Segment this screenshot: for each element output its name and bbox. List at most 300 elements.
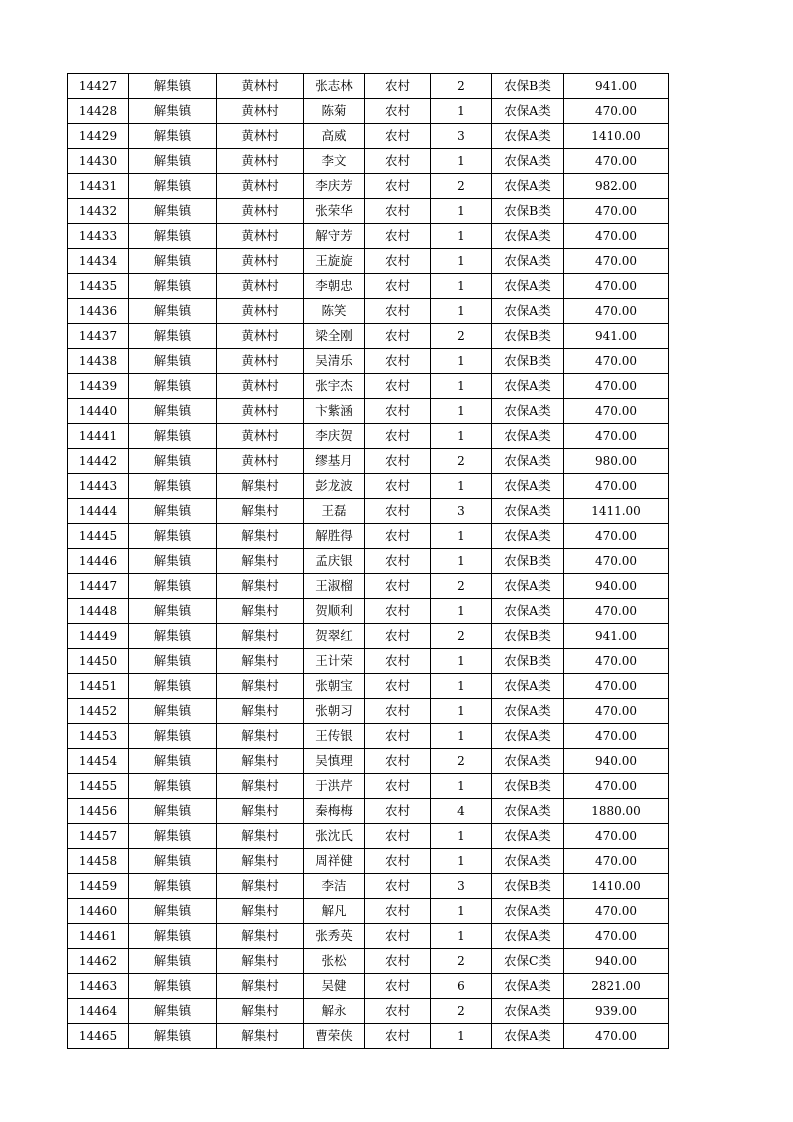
town-cell: 解集镇 [129,374,217,399]
table-row [68,699,669,724]
amount-cell: 470.00 [564,474,669,499]
people-count-cell: 1 [431,549,492,574]
town-cell: 解集镇 [129,74,217,99]
insurance-category-cell: 农保A类 [492,499,564,524]
name-cell: 解永 [304,999,365,1024]
amount-cell: 940.00 [564,749,669,774]
record-id-cell: 14463 [68,974,129,999]
household-type-cell: 农村 [365,624,431,649]
household-type-cell: 农村 [365,199,431,224]
name-cell: 张志林 [304,74,365,99]
village-cell: 黄林村 [217,124,304,149]
amount-cell: 470.00 [564,199,669,224]
name-cell: 卞紫涵 [304,399,365,424]
town-cell: 解集镇 [129,749,217,774]
insurance-category-cell: 农保A类 [492,449,564,474]
amount-cell: 941.00 [564,624,669,649]
town-cell: 解集镇 [129,1024,217,1049]
insurance-category-cell: 农保A类 [492,824,564,849]
record-id-cell: 14454 [68,749,129,774]
insurance-category-cell: 农保B类 [492,74,564,99]
household-type-cell: 农村 [365,99,431,124]
people-count-cell: 1 [431,199,492,224]
amount-cell: 470.00 [564,224,669,249]
insurance-category-cell: 农保A类 [492,924,564,949]
insurance-category-cell: 农保C类 [492,949,564,974]
record-id-cell: 14434 [68,249,129,274]
amount-cell: 470.00 [564,824,669,849]
insurance-category-cell: 农保A类 [492,149,564,174]
insurance-category-cell: 农保A类 [492,474,564,499]
village-cell: 解集村 [217,674,304,699]
name-cell: 李洁 [304,874,365,899]
name-cell: 王计荣 [304,649,365,674]
table-row [68,74,669,99]
amount-cell: 470.00 [564,274,669,299]
village-cell: 解集村 [217,799,304,824]
household-type-cell: 农村 [365,74,431,99]
record-id-cell: 14445 [68,524,129,549]
amount-cell: 470.00 [564,424,669,449]
amount-cell: 982.00 [564,174,669,199]
town-cell: 解集镇 [129,899,217,924]
people-count-cell: 1 [431,299,492,324]
town-cell: 解集镇 [129,399,217,424]
record-id-cell: 14439 [68,374,129,399]
people-count-cell: 6 [431,974,492,999]
people-count-cell: 2 [431,999,492,1024]
town-cell: 解集镇 [129,874,217,899]
town-cell: 解集镇 [129,149,217,174]
people-count-cell: 3 [431,124,492,149]
town-cell: 解集镇 [129,649,217,674]
household-type-cell: 农村 [365,899,431,924]
town-cell: 解集镇 [129,799,217,824]
insurance-category-cell: 农保A类 [492,974,564,999]
village-cell: 黄林村 [217,274,304,299]
village-cell: 黄林村 [217,149,304,174]
name-cell: 缪基月 [304,449,365,474]
town-cell: 解集镇 [129,99,217,124]
village-cell: 解集村 [217,1024,304,1049]
amount-cell: 980.00 [564,449,669,474]
household-type-cell: 农村 [365,449,431,474]
town-cell: 解集镇 [129,824,217,849]
table-body [68,74,669,1049]
village-cell: 解集村 [217,699,304,724]
record-id-cell: 14448 [68,599,129,624]
table-row [68,449,669,474]
amount-cell: 2821.00 [564,974,669,999]
household-type-cell: 农村 [365,1024,431,1049]
insurance-category-cell: 农保A类 [492,699,564,724]
amount-cell: 470.00 [564,924,669,949]
name-cell: 王磊 [304,499,365,524]
people-count-cell: 1 [431,649,492,674]
insurance-category-cell: 农保A类 [492,599,564,624]
insurance-category-cell: 农保A类 [492,849,564,874]
amount-cell: 470.00 [564,374,669,399]
amount-cell: 470.00 [564,99,669,124]
amount-cell: 470.00 [564,549,669,574]
record-id-cell: 14442 [68,449,129,474]
table-row [68,499,669,524]
insurance-category-cell: 农保B类 [492,549,564,574]
amount-cell: 470.00 [564,249,669,274]
town-cell: 解集镇 [129,924,217,949]
record-id-cell: 14457 [68,824,129,849]
table-row [68,249,669,274]
name-cell: 王淑榴 [304,574,365,599]
people-count-cell: 1 [431,399,492,424]
village-cell: 黄林村 [217,349,304,374]
town-cell: 解集镇 [129,474,217,499]
record-id-cell: 14427 [68,74,129,99]
record-id-cell: 14465 [68,1024,129,1049]
village-cell: 黄林村 [217,324,304,349]
record-id-cell: 14433 [68,224,129,249]
record-id-cell: 14459 [68,874,129,899]
town-cell: 解集镇 [129,674,217,699]
table-row [68,124,669,149]
amount-cell: 470.00 [564,349,669,374]
people-count-cell: 2 [431,324,492,349]
table-row [68,674,669,699]
amount-cell: 470.00 [564,774,669,799]
people-count-cell: 1 [431,599,492,624]
amount-cell: 941.00 [564,74,669,99]
people-count-cell: 1 [431,474,492,499]
record-id-cell: 14428 [68,99,129,124]
village-cell: 黄林村 [217,424,304,449]
name-cell: 秦梅梅 [304,799,365,824]
town-cell: 解集镇 [129,724,217,749]
people-count-cell: 1 [431,224,492,249]
amount-cell: 470.00 [564,649,669,674]
people-count-cell: 1 [431,99,492,124]
household-type-cell: 农村 [365,649,431,674]
table-row [68,849,669,874]
people-count-cell: 2 [431,749,492,774]
household-type-cell: 农村 [365,949,431,974]
insurance-category-cell: 农保A类 [492,674,564,699]
people-count-cell: 1 [431,724,492,749]
town-cell: 解集镇 [129,349,217,374]
table-row [68,774,669,799]
town-cell: 解集镇 [129,499,217,524]
record-id-cell: 14456 [68,799,129,824]
name-cell: 张松 [304,949,365,974]
household-type-cell: 农村 [365,974,431,999]
table-row [68,349,669,374]
record-id-cell: 14435 [68,274,129,299]
record-id-cell: 14440 [68,399,129,424]
table-row [68,724,669,749]
table-row [68,174,669,199]
record-id-cell: 14441 [68,424,129,449]
household-type-cell: 农村 [365,149,431,174]
household-type-cell: 农村 [365,874,431,899]
record-id-cell: 14429 [68,124,129,149]
table-row [68,924,669,949]
village-cell: 解集村 [217,724,304,749]
town-cell: 解集镇 [129,199,217,224]
household-type-cell: 农村 [365,574,431,599]
insurance-category-cell: 农保A类 [492,524,564,549]
insurance-category-cell: 农保A类 [492,999,564,1024]
record-id-cell: 14455 [68,774,129,799]
table-row [68,649,669,674]
people-count-cell: 1 [431,349,492,374]
name-cell: 彭龙波 [304,474,365,499]
village-cell: 解集村 [217,599,304,624]
household-type-cell: 农村 [365,349,431,374]
table-row [68,974,669,999]
record-id-cell: 14437 [68,324,129,349]
name-cell: 贺顺利 [304,599,365,624]
insurance-category-cell: 农保A类 [492,424,564,449]
amount-cell: 470.00 [564,599,669,624]
people-count-cell: 2 [431,174,492,199]
town-cell: 解集镇 [129,849,217,874]
table-row [68,199,669,224]
amount-cell: 470.00 [564,899,669,924]
table-row [68,299,669,324]
table-row [68,1024,669,1049]
town-cell: 解集镇 [129,974,217,999]
record-id-cell: 14446 [68,549,129,574]
record-id-cell: 14462 [68,949,129,974]
record-id-cell: 14451 [68,674,129,699]
people-count-cell: 1 [431,149,492,174]
people-count-cell: 1 [431,374,492,399]
village-cell: 解集村 [217,549,304,574]
town-cell: 解集镇 [129,124,217,149]
insurance-category-cell: 农保B类 [492,199,564,224]
village-cell: 解集村 [217,774,304,799]
village-cell: 解集村 [217,874,304,899]
town-cell: 解集镇 [129,299,217,324]
people-count-cell: 1 [431,824,492,849]
household-type-cell: 农村 [365,299,431,324]
household-type-cell: 农村 [365,424,431,449]
record-id-cell: 14461 [68,924,129,949]
village-cell: 解集村 [217,999,304,1024]
town-cell: 解集镇 [129,999,217,1024]
record-id-cell: 14431 [68,174,129,199]
name-cell: 解胜得 [304,524,365,549]
table-row [68,424,669,449]
household-type-cell: 农村 [365,499,431,524]
household-type-cell: 农村 [365,524,431,549]
name-cell: 周祥健 [304,849,365,874]
people-count-cell: 3 [431,874,492,899]
village-cell: 解集村 [217,899,304,924]
household-type-cell: 农村 [365,124,431,149]
name-cell: 陈笑 [304,299,365,324]
household-type-cell: 农村 [365,674,431,699]
record-id-cell: 14444 [68,499,129,524]
table-row [68,99,669,124]
name-cell: 解凡 [304,899,365,924]
village-cell: 黄林村 [217,74,304,99]
table-row [68,999,669,1024]
amount-cell: 470.00 [564,399,669,424]
household-type-cell: 农村 [365,474,431,499]
table-row [68,549,669,574]
record-id-cell: 14458 [68,849,129,874]
insurance-category-cell: 农保B类 [492,349,564,374]
name-cell: 曹荣侠 [304,1024,365,1049]
amount-cell: 470.00 [564,1024,669,1049]
name-cell: 李庆芳 [304,174,365,199]
insurance-category-cell: 农保B类 [492,649,564,674]
table-row [68,599,669,624]
name-cell: 王传银 [304,724,365,749]
table-row [68,749,669,774]
people-count-cell: 4 [431,799,492,824]
people-count-cell: 2 [431,624,492,649]
table-row [68,399,669,424]
village-cell: 解集村 [217,574,304,599]
name-cell: 吴健 [304,974,365,999]
town-cell: 解集镇 [129,774,217,799]
village-cell: 解集村 [217,749,304,774]
people-count-cell: 1 [431,274,492,299]
household-type-cell: 农村 [365,599,431,624]
town-cell: 解集镇 [129,424,217,449]
people-count-cell: 3 [431,499,492,524]
table-row [68,874,669,899]
household-type-cell: 农村 [365,849,431,874]
insurance-category-cell: 农保B类 [492,874,564,899]
amount-cell: 1411.00 [564,499,669,524]
people-count-cell: 1 [431,1024,492,1049]
household-type-cell: 农村 [365,924,431,949]
people-count-cell: 2 [431,449,492,474]
table-row [68,474,669,499]
household-type-cell: 农村 [365,224,431,249]
name-cell: 高威 [304,124,365,149]
name-cell: 李庆贺 [304,424,365,449]
village-cell: 黄林村 [217,399,304,424]
town-cell: 解集镇 [129,949,217,974]
village-cell: 黄林村 [217,224,304,249]
table-row [68,374,669,399]
town-cell: 解集镇 [129,574,217,599]
insurance-category-cell: 农保A类 [492,724,564,749]
table-row [68,799,669,824]
town-cell: 解集镇 [129,524,217,549]
record-id-cell: 14464 [68,999,129,1024]
insurance-category-cell: 农保B类 [492,774,564,799]
household-type-cell: 农村 [365,824,431,849]
name-cell: 孟庆银 [304,549,365,574]
amount-cell: 940.00 [564,949,669,974]
record-id-cell: 14449 [68,624,129,649]
insurance-category-cell: 农保B类 [492,624,564,649]
household-type-cell: 农村 [365,174,431,199]
people-count-cell: 1 [431,849,492,874]
name-cell: 张朝宝 [304,674,365,699]
village-cell: 解集村 [217,849,304,874]
village-cell: 黄林村 [217,199,304,224]
household-type-cell: 农村 [365,249,431,274]
amount-cell: 470.00 [564,149,669,174]
town-cell: 解集镇 [129,599,217,624]
insurance-category-cell: 农保A类 [492,249,564,274]
insurance-category-cell: 农保A类 [492,574,564,599]
amount-cell: 1410.00 [564,874,669,899]
record-id-cell: 14432 [68,199,129,224]
table-row [68,324,669,349]
amount-cell: 939.00 [564,999,669,1024]
village-cell: 解集村 [217,949,304,974]
household-type-cell: 农村 [365,699,431,724]
name-cell: 贺翠红 [304,624,365,649]
table-row [68,824,669,849]
name-cell: 张沈氏 [304,824,365,849]
household-type-cell: 农村 [365,549,431,574]
table-row [68,524,669,549]
people-count-cell: 1 [431,699,492,724]
household-type-cell: 农村 [365,724,431,749]
record-id-cell: 14453 [68,724,129,749]
village-cell: 黄林村 [217,174,304,199]
town-cell: 解集镇 [129,549,217,574]
people-count-cell: 1 [431,249,492,274]
table-row [68,574,669,599]
insurance-category-cell: 农保A类 [492,799,564,824]
record-id-cell: 14460 [68,899,129,924]
name-cell: 张秀英 [304,924,365,949]
name-cell: 张朝习 [304,699,365,724]
village-cell: 黄林村 [217,249,304,274]
insurance-category-cell: 农保B类 [492,324,564,349]
amount-cell: 470.00 [564,699,669,724]
people-count-cell: 1 [431,424,492,449]
town-cell: 解集镇 [129,274,217,299]
household-type-cell: 农村 [365,274,431,299]
table-row [68,899,669,924]
name-cell: 梁全刚 [304,324,365,349]
record-id-cell: 14436 [68,299,129,324]
people-count-cell: 1 [431,674,492,699]
record-id-cell: 14447 [68,574,129,599]
people-count-cell: 1 [431,924,492,949]
people-count-cell: 1 [431,774,492,799]
name-cell: 于洪芹 [304,774,365,799]
town-cell: 解集镇 [129,224,217,249]
village-cell: 解集村 [217,524,304,549]
name-cell: 李朝忠 [304,274,365,299]
town-cell: 解集镇 [129,249,217,274]
household-type-cell: 农村 [365,749,431,774]
village-cell: 黄林村 [217,299,304,324]
town-cell: 解集镇 [129,449,217,474]
amount-cell: 470.00 [564,299,669,324]
amount-cell: 940.00 [564,574,669,599]
town-cell: 解集镇 [129,324,217,349]
record-id-cell: 14443 [68,474,129,499]
table-row [68,274,669,299]
village-cell: 解集村 [217,924,304,949]
household-type-cell: 农村 [365,999,431,1024]
insurance-category-cell: 农保A类 [492,299,564,324]
record-id-cell: 14438 [68,349,129,374]
village-cell: 解集村 [217,824,304,849]
name-cell: 陈菊 [304,99,365,124]
